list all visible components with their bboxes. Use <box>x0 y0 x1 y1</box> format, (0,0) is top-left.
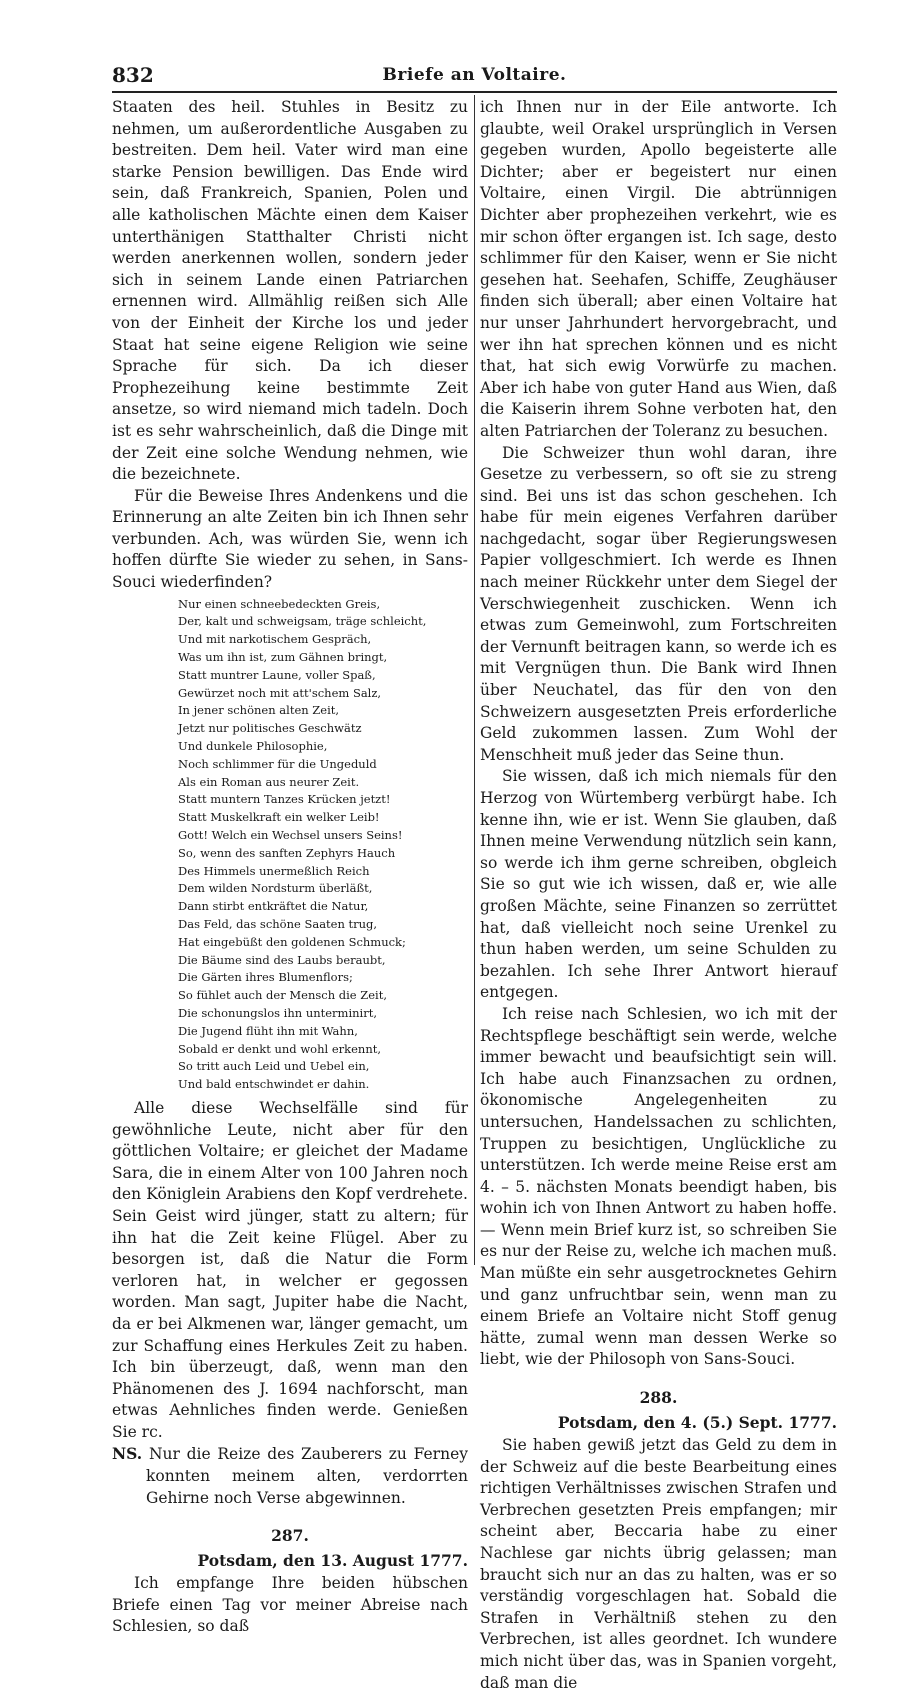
poem-line: So tritt auch Leid und Uebel ein, <box>178 1059 370 1074</box>
paragraph: Die Schweizer thun wohl daran, ihre Gesetze zu verbessern, so oft sie zu streng sind. Bei uns ist das schon geschehen. Ich habe für mein eigenes Verfahren darüber nachgedacht, sogar über Regierungswesen Papier vollgeschmiert. Ich werde es Ihnen nach meiner Rückkehr unter dem Siegel der Verschwiegenheit zuschicken. Wenn ich etwas zum Gemeinwohl, zum Fortschreiten der Vernunft beitragen kann, so werde ich es mit Vergnügen thun. Die Bank wird Ihnen über Neuchatel, das für den von den Schweizern ausgesetzten Preis erforderliche Geld zukommen lassen. Zum Wohl der Menschheit muß jeder das Seine thun. <box>480 443 837 764</box>
postscript-text: Nur die Reize des Zauberers zu Ferney konnten meinem alten, verdorrten Gehirne noch Verse abgewinnen. <box>146 1445 468 1507</box>
poem-line: Dem wilden Nordsturm überläßt, <box>178 881 373 896</box>
letter-dateline: Potsdam, den 4. (5.) Sept. 1777. <box>557 1413 837 1433</box>
poem-line: Statt muntrer Laune, voller Spaß, <box>178 667 376 682</box>
paragraph: Sie wissen, daß ich mich niemals für den Herzog von Würtemberg verbürgt habe. Ich kenne ihn, wie er ist. Wenn Sie glauben, daß Ihnen meine Verwendung nützlich sein kann, so werde ich ihm gerne schreiben, obgleich Sie so gut wie ich wissen, daß er, wie alle großen Mächte, seine Finanzen so zerrüttet hat, daß vielleicht noch seine Urenkel zu thun haben werden, um seine Schulden zu bezahlen. Ich sehe Ihrer Antwort hierauf entgegen. <box>480 767 837 1002</box>
poem-line: Was um ihn ist, zum Gähnen bringt, <box>178 650 388 665</box>
paragraph: Für die Beweise Ihres Andenkens und die Erinnerung an alte Zeiten bin ich Ihnen sehr verbunden. Ach, was würden Sie, wenn ich hoffen dürfte Sie wieder zu sehen, in Sans-Souci wiederfinden? <box>112 486 468 592</box>
paragraph: Staaten des heil. Stuhles in Besitz zu nehmen, um außerordentliche Ausgaben zu bestreiten. Dem heil. Vater wird man eine starke Pension bewilligen. Das Ende wird sein, daß Frankreich, Spanien, Polen und alle katholischen Mächte einen dem Kaiser unterthänigen Statthalter Christi nicht werden anerkennen wollen, sondern jeder sich in seinem Lande einen Patriarchen ernennen wird. Allmählig reißen sich Alle von der Einheit der Kirche los und jeder Staat hat seine eigene Religion wie seine Sprache für sich. Da ich dieser Prophezeihung keine bestimmte Zeit ansetze, so wird niemand mich tadeln. Doch ist es sehr wahrscheinlich, daß die Dinge mit der Zeit eine solche Wendung nehmen, wie die bezeichnete. <box>112 98 468 484</box>
letter-number: 288. <box>639 1388 678 1408</box>
paragraph: Sie haben gewiß jetzt das Geld zu dem in der Schweiz auf die beste Bearbeitung eines richtigen Verhältnisses zwischen Strafen und Verbrechen gesetzten Preis empfangen; mir scheint aber, Beccaria habe zu einer Nachlese gar nichts übrig gelassen; man braucht sich nur an das zu halten, was er so verständig vorgeschlagen hat. Sobald die Strafen in Verhältniß stehen zu den Verbrechen, ist alles geordnet. Ich wundere mich nicht über das, was in Spanien vorgeht, daß man die <box>480 1436 837 1692</box>
paragraph: Ich empfange Ihre beiden hübschen Briefe einen Tag vor meiner Abreise nach Schlesien, so daß <box>112 1574 468 1636</box>
poem-line: Die Jugend flüht ihn mit Wahn, <box>178 1023 358 1038</box>
poem-line: In jener schönen alten Zeit, <box>178 703 340 718</box>
poem-line: Und mit narkotischem Gespräch, <box>178 632 372 647</box>
poem-line: Die schonungslos ihn unterminirt, <box>178 1005 377 1020</box>
poem <box>178 596 468 1094</box>
poem-line: Und bald entschwindet er dahin. <box>178 1077 370 1092</box>
poem-line: Die Bäume sind des Laubs beraubt, <box>178 952 386 967</box>
page-number: 832 <box>112 63 154 87</box>
poem-line: Gott! Welch ein Wechsel unsers Seins! <box>178 828 403 843</box>
poem-line: Jetzt nur politisches Geschwätz <box>178 721 362 736</box>
poem-line: Als ein Roman aus neurer Zeit. <box>178 774 360 789</box>
poem-line: Nur einen schneebedeckten Greis, <box>178 596 381 611</box>
paragraph: Alle diese Wechselfälle sind für gewöhnliche Leute, nicht aber für den göttlichen Voltaire; er gleichet der Madame Sara, die in einem Alter von 100 Jahren noch den Königlein Arabiens den Kopf verdrehete. Sein Geist wird jünger, statt zu altern; für ihn hat die Zeit keine Flügel. Aber zu besorgen ist, daß die Natur die Form verloren hat, in welcher er gegossen worden. Man sagt, Jupiter habe die Nacht, da er bei Alkmenen war, länger gemacht, um zur Schaffung eines Herkules Zeit zu haben. Ich bin überzeugt, daß, wenn man den Phänomenen des J. 1694 nachforscht, man etwas Aehnliches finden werde. Genießen Sie rc. <box>112 1098 468 1441</box>
header-rule <box>112 91 837 93</box>
poem-line: Das Feld, das schöne Saaten trug, <box>178 917 378 931</box>
poem-line: So fühlet auch der Mensch die Zeit, <box>178 988 388 1003</box>
poem-line: Und dunkele Philosophie, <box>178 739 328 754</box>
poem-line: Statt muntern Tanzes Krücken jetzt! <box>178 792 391 807</box>
poem-line: Noch schlimmer für die Ungeduld <box>178 756 377 771</box>
poem-line: Der, kalt und schweigsam, träge schleicht, <box>178 614 427 629</box>
poem-line: So, wenn des sanften Zephyrs Hauch <box>178 845 396 860</box>
poem-line: Dann stirbt entkräftet die Natur, <box>178 899 369 914</box>
poem-line: Gewürzet noch mit att'schem Salz, <box>178 685 382 700</box>
poem-line: Die Gärten ihres Blumenflors; <box>178 970 353 985</box>
right-column <box>480 97 837 1694</box>
poem-line: Hat eingebüßt den goldenen Schmuck; <box>178 934 406 949</box>
left-column <box>112 97 468 1638</box>
letter-dateline: Potsdam, den 13. August 1777. <box>197 1551 468 1571</box>
poem-line: Des Himmels unermeßlich Reich <box>178 863 370 878</box>
running-title: Briefe an Voltaire. <box>382 65 567 85</box>
letter-number: 287. <box>271 1526 309 1546</box>
poem-line: Sobald er denkt und wohl erkennt, <box>178 1041 381 1056</box>
poem-line: Statt Muskelkraft ein welker Leib! <box>178 810 380 825</box>
paragraph: Ich reise nach Schlesien, wo ich mit der Rechtspflege beschäftigt sein werde, welche immer bewacht und beaufsichtigt sein will. Ich habe auch Finanzsachen zu ordnen, ökonomische Angelegenheiten zu untersuchen, Handelssachen zu schlichten, Truppen zu besichtigen, Unglückliche zu unterstützen. Ich werde meine Reise erst am 4. – 5. nächsten Monats beendigt haben, bis wohin ich von Ihnen Antwort zu haben hoffe. — Wenn mein Brief kurz ist, so schreiben Sie es nur der Reise zu, welche ich machen muß. Man müßte ein sehr ausgetrocknetes Gehirn und ganz unfruchtbar sein, wenn man zu einem Briefe an Voltaire nicht Stoff genug hätte, zumal wenn man dessen Werke so liebt, wie der Philosoph von Sans-Souci. <box>480 1004 837 1369</box>
postscript-label: NS. <box>112 1444 143 1464</box>
postscript <box>112 1443 468 1509</box>
column-divider <box>474 95 475 1265</box>
paragraph: ich Ihnen nur in der Eile antworte. Ich glaubte, weil Orakel ursprünglich in Versen gegeben wurden, Apollo begeisterte alle Dichter; aber er begeistert nur einen Voltaire, einen Virgil. Die abtrünnigen Dichter aber prophezeihen verkehrt, wie es mir schon öfter ergangen ist. Ich sage, desto schlimmer für den Kaiser, wenn er Sie nicht gesehen hat. Seehafen, Schiffe, Zeughäuser finden sich überall; aber einen Voltaire hat nur unser Jahrhundert hervorgebracht, und wer ihn hat sprechen können und es nicht that, hat sich ewig Vorwürfe zu machen. Aber ich habe von guter Hand aus Wien, daß die Kaiserin ihrem Sohne verboten hat, den alten Patriarchen der Toleranz zu besuchen. <box>480 98 837 440</box>
page-header <box>112 62 837 88</box>
